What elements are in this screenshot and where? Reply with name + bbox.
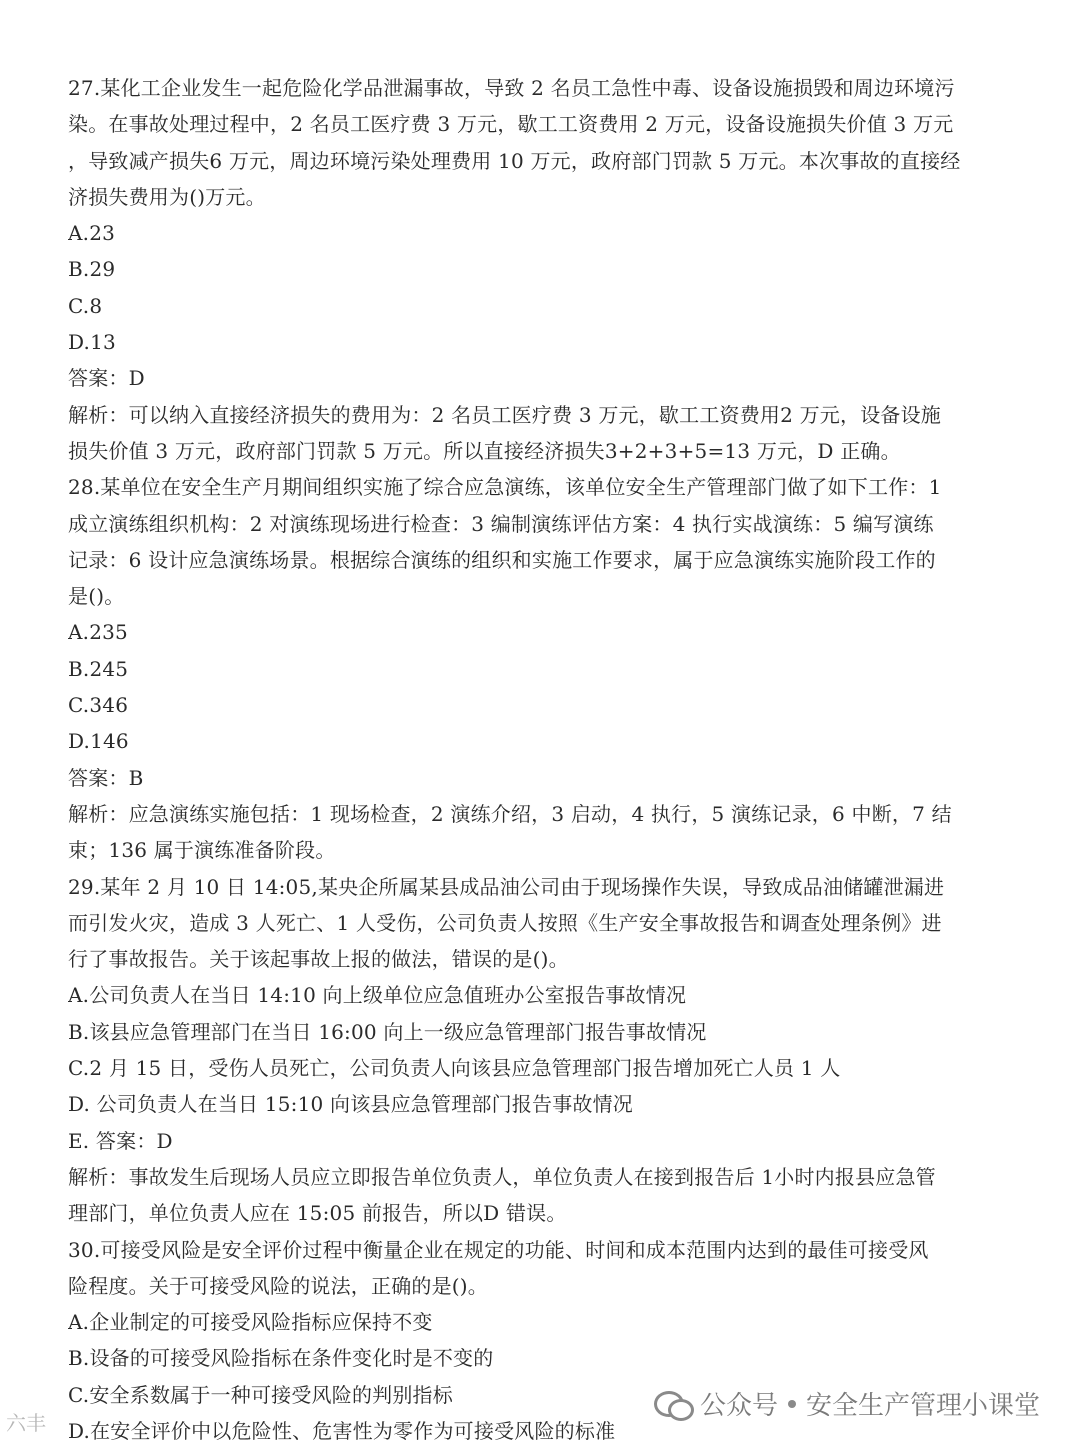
text-line: A.235 xyxy=(68,620,128,645)
text-line: A.23 xyxy=(68,221,116,246)
wechat-icon xyxy=(654,1389,690,1419)
text-line: 损失价值 3 万元，政府部门罚款 5 万元。所以直接经济损失3+2+3+5=13 万元，D 正确。 xyxy=(68,438,901,463)
text-line: 29.某年 2 月 10 日 14:05,某央企所属某县成品油公司由于现场操作失误，导致成品油储罐泄漏进 xyxy=(68,874,945,899)
text-line: 成立演练组织机构：2 对演练现场进行检查：3 编制演练评估方案：4 执行实战演练：5 编写演练 xyxy=(68,511,934,536)
text-line: ，导致减产损失6 万元，周边环境污染处理费用 10 万元，政府部门罚款 5 万元。本次事故的直接经 xyxy=(68,148,961,173)
text-line: C.346 xyxy=(68,693,129,718)
text-line: 30.可接受风险是安全评价过程中衡量企业在规定的功能、时间和成本范围内达到的最佳可接受风 xyxy=(68,1237,929,1262)
watermark-account: 安全生产管理小课堂 xyxy=(805,1391,1040,1421)
text-line: 染。在事故处理过程中，2 名员工医疗费 3 万元，歇工工资费用 2 万元，设备设施损失价值 3 万元 xyxy=(68,112,954,137)
text-line: D.在安全评价中以危险性、危害性为零作为可接受风险的标准 xyxy=(68,1418,616,1443)
text-line: C.安全系数属于一种可接受风险的判别指标 xyxy=(68,1382,453,1407)
text-line: 而引发火灾，造成 3 人死亡、1 人受伤，公司负责人按照《生产安全事故报告和调查处理条例》进 xyxy=(68,910,942,935)
text-line: 解析：可以纳入直接经济损失的费用为：2 名员工医疗费 3 万元，歇工工资费用2 万元，设备设施 xyxy=(68,402,942,427)
text-line: E. 答案：D xyxy=(68,1128,173,1153)
text-line: A.公司负责人在当日 14:10 向上级单位应急值班办公室报告事故情况 xyxy=(68,983,687,1008)
text-line: 是()。 xyxy=(68,584,125,609)
text-line: B.29 xyxy=(68,257,116,282)
text-line: 解析：事故发生后现场人员应立即报告单位负责人，单位负责人在接到报告后 1小时内报县应急管 xyxy=(68,1164,936,1189)
text-line: 28.某单位在安全生产月期间组织实施了综合应急演练，该单位安全生产管理部门做了如下工作：1 xyxy=(68,475,942,500)
text-line: 解析：应急演练实施包括：1 现场检查，2 演练介绍，3 启动，4 执行，5 演练记录，6 中断，7 结 xyxy=(68,801,952,826)
text-line: B.245 xyxy=(68,656,129,681)
text-line: C.8 xyxy=(68,293,103,318)
text-line: 答案：D xyxy=(68,366,145,391)
text-line: B.设备的可接受风险指标在条件变化时是不变的 xyxy=(68,1346,494,1371)
separator-dot-icon xyxy=(788,1400,796,1408)
text-line: B.该县应急管理部门在当日 16:00 向上一级应急管理部门报告事故情况 xyxy=(68,1019,707,1044)
text-line: 理部门，单位负责人应在 15:05 前报告，所以D 错误。 xyxy=(68,1201,567,1226)
text-line: 记录：6 设计应急演练场景。根据综合演练的组织和实施工作要求，属于应急演练实施阶段工作的 xyxy=(68,547,936,572)
corner-watermark: 六丰 xyxy=(6,1411,46,1435)
text-line: 行了事故报告。关于该起事故上报的做法，错误的是()。 xyxy=(68,947,569,972)
text-line: 答案：B xyxy=(68,765,144,790)
wechat-watermark xyxy=(648,1383,1046,1424)
text-line: D.146 xyxy=(68,729,129,754)
text-line: D.13 xyxy=(68,330,116,355)
text-line: 险程度。关于可接受风险的说法，正确的是()。 xyxy=(68,1273,489,1298)
text-line: C.2 月 15 日，受伤人员死亡，公司负责人向该县应急管理部门报告增加死亡人员 1 人 xyxy=(68,1056,841,1081)
text-line: D. 公司负责人在当日 15:10 向该县应急管理部门报告事故情况 xyxy=(68,1092,633,1117)
watermark-label: 公众号 xyxy=(699,1391,778,1421)
text-line: 济损失费用为()万元。 xyxy=(68,184,266,209)
document-page xyxy=(68,70,1018,1449)
text-line: 束；136 属于演练准备阶段。 xyxy=(68,838,336,863)
text-line: A.企业制定的可接受风险指标应保持不变 xyxy=(68,1310,433,1335)
text-line: 27.某化工企业发生一起危险化学品泄漏事故，导致 2 名员工急性中毒、设备设施损毁和周边环境污 xyxy=(68,76,955,100)
